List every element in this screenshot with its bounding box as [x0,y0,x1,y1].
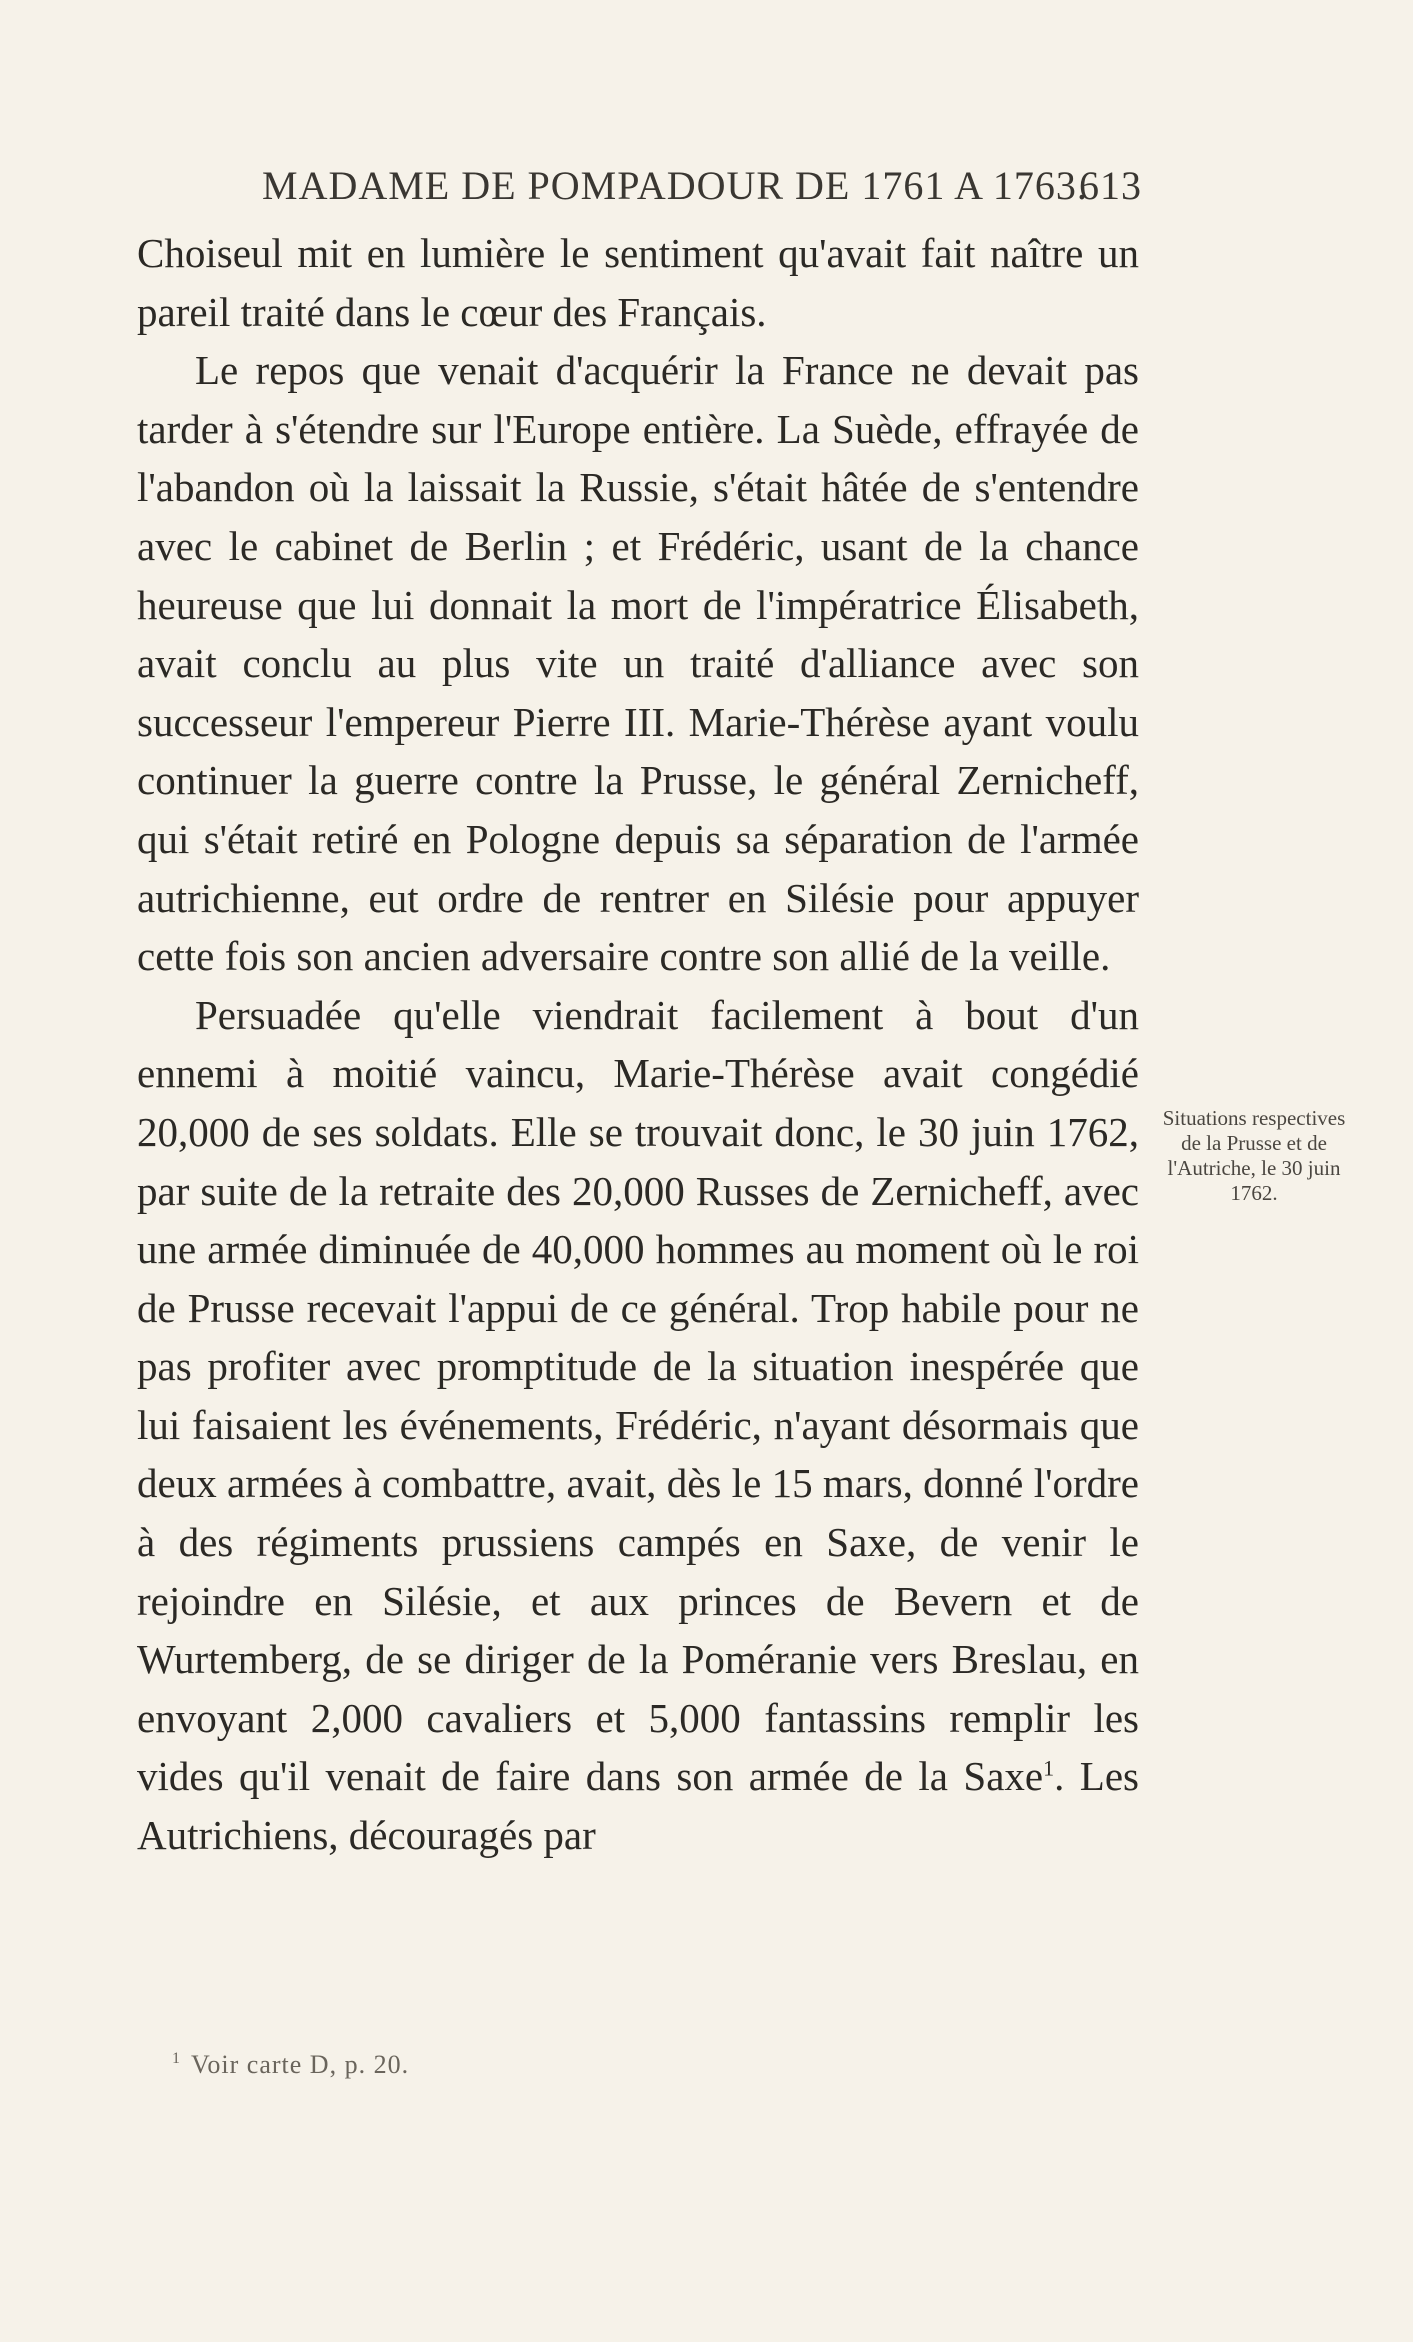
footnote [172,2050,409,2080]
footnote-reference: 1 [1043,1755,1055,1781]
paragraph-3: Persuadée qu'elle viendrait facilement à bout d'un ennemi à moitié vaincu, Marie-Thérèse avait congédié 20,000 de ses soldats. Elle se trouvait donc, le 30 juin 1762, par suite de la retraite des 20,000 Russes de Zernicheff, avec une armée diminuée de 40,000 hommes au moment où le roi de Prusse recevait l'appui de ce général. Trop habile pour ne pas profiter avec promptitude de la situation inespérée que lui faisaient les événements, Frédéric, n'ayant désormais que deux armées à combattre, avait, dès le 15 mars, donné l'ordre à des régiments prussiens campés en Saxe, de venir le rejoindre en Silésie, et aux princes de Bevern et de Wurtemberg, de se diriger de la Poméranie vers Breslau, en envoyant 2,000 cavaliers et 5,000 fantassins remplir les vides qu'il venait de faire dans son armée de la Saxe$^1$. Les Autrichiens, découragés par [137,991,1139,1859]
footnote-marker: 1 [172,2050,181,2068]
paragraph-3-text: Persuadée qu'elle viendrait facilement à bout d'un ennemi à moitié vaincu, Marie-Thérèse avait congédié 20,000 de ses soldats. Elle se trouvait donc, le 30 juin 1762, par suite de la retraite des 20,000 Russes de Zernicheff, avec une armée diminuée de 40,000 hommes au moment où le roi de Prusse recevait l'appui de ce général. Trop habile pour ne pas profiter avec promptitude de la situation inespérée que lui faisaient les événements, Frédéric, n'ayant désormais que deux armées à combattre, avait, dès le 15 mars, donné l'ordre à des régiments prussiens campés en Saxe, de venir le rejoindre en Silésie, et aux princes de Bevern et de Wurtemberg, de se diriger de la Poméranie vers Breslau, en envoyant 2,000 cavaliers et 5,000 fantassins remplir les vides qu'il venait de faire dans son armée de la Saxe [137,991,1139,1800]
paragraph-3-tail: Les Autrichiens, découragés par [137,1753,1139,1859]
page-number: 613 [1079,163,1142,208]
footnote-text: Voir carte D, p. 20. [191,2050,410,2079]
main-text [137,224,1139,1865]
paragraph-2: Le repos que venait d'acquérir la France ne devait pas tarder à s'étendre sur l'Europe entière. La Suède, effrayée de l'abandon où la laissait la Russie, s'était hâtée de s'entendre avec le cabinet de Berlin ; et Frédéric, usant de la chance heureuse que lui donnait la mort de l'impératrice Élisabeth, avait conclu au plus vite un traité d'alliance avec son successeur l'empereur Pierre III. Marie-Thérèse ayant voulu continuer la guerre contre la Prusse, le général Zernicheff, qui s'était retiré en Pologne depuis sa séparation de l'armée autrichienne, eut ordre de rentrer en Silésie pour appuyer cette fois son ancien adversaire contre son allié de la veille. [137,347,1139,980]
margin-note: Situations respectives de la Prusse et de l'Autriche, le 30 juin 1762. [1162,1106,1346,1205]
running-title: MADAME DE POMPADOUR DE 1761 A 1763. [262,163,1088,208]
paragraph-1: Choiseul mit en lumière le sentiment qu'avait fait naître un pareil traité dans le cœur des Français. [137,230,1139,335]
